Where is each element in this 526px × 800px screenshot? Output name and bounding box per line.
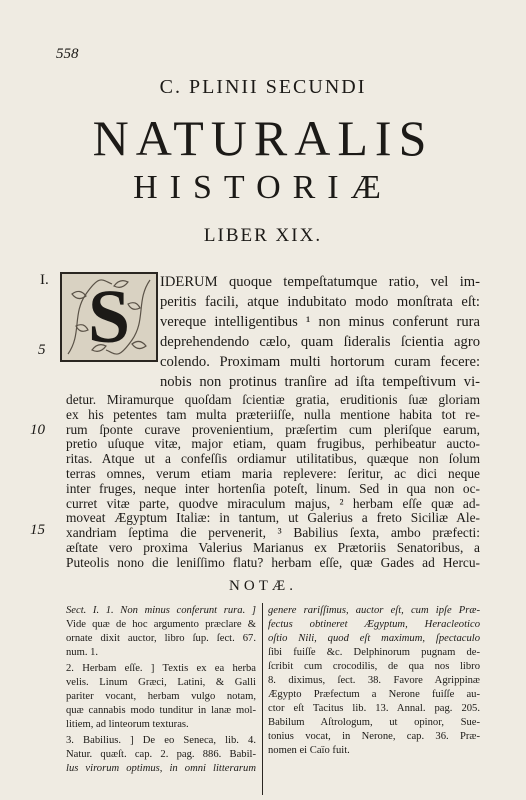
text-line: terras omnes, verum etiam maria replevere: ſeritur, ac dici neque <box>66 466 480 481</box>
text-line: pretio uſuque vitæ, major etiam, quam frugibus, perhibeatur aucto- <box>66 436 480 452</box>
text-line: æſtate vero proxima Valerius Marianus ex Prætoriis Senatoribus, a <box>66 540 480 555</box>
text-line: nobis non protinus tranſire ad iſta tempeſtivum vi- <box>160 374 480 390</box>
note-line: pariter vocant, herbam vulgo notam, <box>66 691 256 702</box>
note-line: velis. Linum Græci, Latini, & Galli <box>66 677 256 688</box>
note-line: 2. Herbam eſſe. ] Textis ex ea herba <box>66 663 256 674</box>
author-heading: C. PLINII SECUNDI <box>159 76 367 98</box>
note-line: ornate dixit auctor, libro ſup. ſect. 67. <box>66 633 256 644</box>
margin-line-number: 15 <box>30 522 45 538</box>
text-line: rum ſponte curave provenientium, præſertim cum pleriſque earum, <box>66 421 480 437</box>
margin-line-number: 10 <box>30 422 45 438</box>
text-line: xandriam ſeptima die pervenerit, ³ Babilius ſexta, ambo præfecti: <box>66 525 480 541</box>
text-line: ritas. Atque ut a confeſſis ordiamur utilitatibus, quæque non ſolum <box>66 451 480 467</box>
book-heading: LIBER XIX. <box>203 225 323 246</box>
note-line: Natur. quæſt. cap. 2. pag. 886. Babil- <box>66 749 256 760</box>
note-line: Babilum Aſtrologum, ut opinor, Sue- <box>268 717 480 728</box>
note-line: Sect. I. 1. Non minus conferunt rura. ] <box>66 605 256 616</box>
text-line: vereque intelligentibus ¹ non minus conferunt rura <box>160 314 480 330</box>
note-line: ctor eſt Tacitus lib. 13. Annal. pag. 205. <box>268 703 480 714</box>
title-naturalis: NATURALIS <box>92 110 434 166</box>
margin-line-number: 5 <box>38 342 46 358</box>
text-line: inter fruges, neque inter hortenſia poteſt, linum. Sed in qua non oc- <box>66 480 480 496</box>
note-line: oſtio Nili, quod eſt maximum, ſpectaculo <box>268 633 480 644</box>
text-line: curret vitæ parte, quodve miraculum majus, ² herbam eſſe quæ ad- <box>66 495 480 511</box>
page-number: 558 <box>56 46 79 62</box>
note-line: genere rariſſimus, auctor eſt, cum ipſe Præ- <box>268 605 480 616</box>
note-line: Vide quæ de hoc argumento præclare & <box>66 619 256 630</box>
note-line: num. 1. <box>66 647 99 658</box>
note-line: tonius vocat, in Nerone, cap. 36. Præ- <box>268 731 480 742</box>
note-line: litiem, ad linteorum texturas. <box>66 719 189 730</box>
note-line: Ægypto Præfectum a Nerone fuiſſe au- <box>268 689 480 700</box>
notes-column-divider <box>262 603 263 795</box>
note-line: ſibi fuiſſe &c. Delphinorum pugnam de- <box>268 647 480 658</box>
text-line: colendo. Proximam multi hortorum curam fecere: <box>160 354 480 370</box>
note-line: ſcribit cum crocodilis, de qua nos libro <box>268 661 480 672</box>
dropcap-letter: S <box>87 275 131 359</box>
text-line: detur. Miramurque quoſdam ſcientiæ gratia, eruditionis ſuæ gloriam <box>66 392 480 407</box>
note-line: 8. diximus, ſect. 38. Favore Agrippinæ <box>268 675 480 686</box>
text-line: peritis facili, atque indubitato modo monſtrata eſt: <box>160 294 480 310</box>
text-line: Puteolis nono die leniſſimo flatu? herbam eſſe, quæ Gades ad Hercu- <box>66 554 480 570</box>
text-line: deprehendendo cælo, quam ſideralis ſcientia agro <box>160 334 480 350</box>
decorative-initial <box>60 272 158 362</box>
text-line: moveat Ægyptum Italiæ: in tantum, ut Galerius a freto Siciliæ Ale- <box>66 510 480 526</box>
section-number: I. <box>40 272 49 288</box>
title-historiae: HISTORIÆ <box>133 169 393 206</box>
text-line: IDERUM quoque tempeſtatumque ratio, vel im- <box>160 274 480 290</box>
text-line: ex his petentes tam multa præteriiſſe, nulla mentione habita tot re- <box>66 406 480 422</box>
note-line: lus virorum optimus, in omni litterarum <box>66 763 256 774</box>
note-line: quæ cannabis modo tunditur in lanæ mol- <box>66 705 256 716</box>
note-line: fectus obtineret Ægyptum, Heracleotico <box>268 619 480 630</box>
notes-title: NOTÆ. <box>229 578 297 594</box>
note-line: 3. Babilius. ] De eo Seneca, lib. 4. <box>66 735 256 746</box>
note-line: nomen ei Caïo fuit. <box>268 745 350 756</box>
